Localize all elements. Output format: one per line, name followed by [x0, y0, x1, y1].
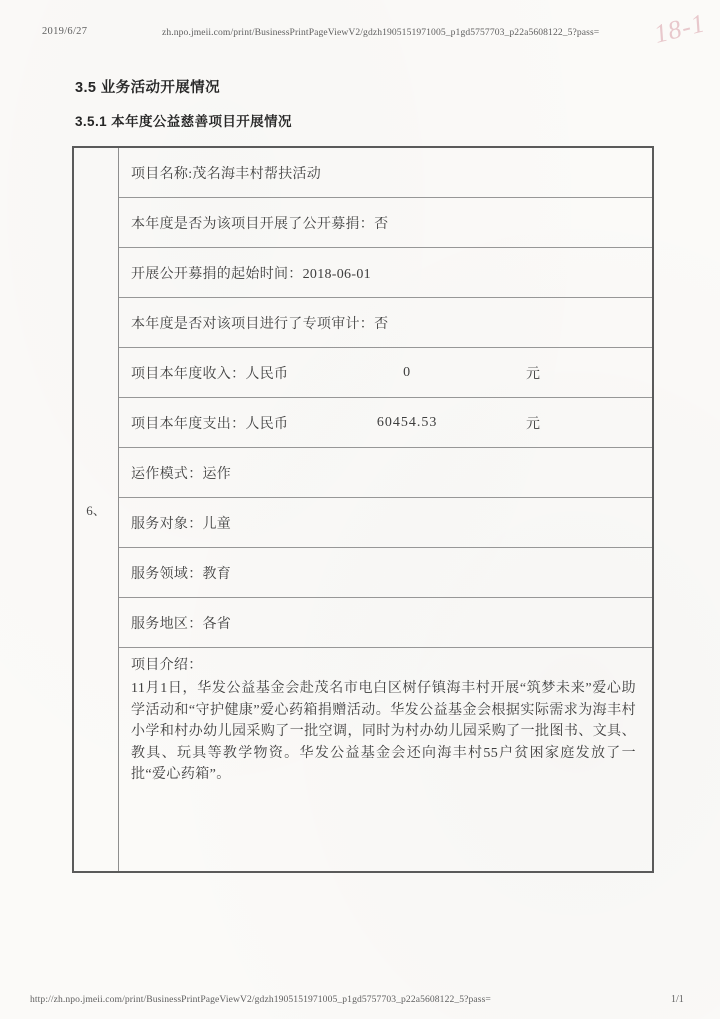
row-fundraising-start-date — [119, 248, 652, 298]
expense-unit: 元 — [526, 416, 541, 432]
row-project-name — [119, 148, 652, 198]
row-service-field — [119, 548, 652, 598]
income-label: 项目本年度收入：人民币 — [131, 366, 289, 382]
handwritten-annotation: 18-1 — [651, 8, 709, 49]
project-table — [72, 146, 654, 873]
row-text: 服务领域：教育 — [131, 566, 232, 582]
intro-body: 11月1日，华发公益基金会赴茂名市电白区树仔镇海丰村开展“筑梦未来”爱心助学活动和“守护健康”爱心药箱捐赠活动。华发公益基金会根据实际需求为海丰村小学和村办幼儿园采购了一批空调，同时为村办幼儿园采购了一批图书、文具、教具、玩具等教学物资。华发公益基金会还向海丰村55户贫困家庭发放了一批“爱心药箱”。 — [131, 681, 636, 782]
income-value: 0 — [403, 364, 412, 380]
row-operation-mode — [119, 448, 652, 498]
row-text: 本年度是否为该项目开展了公开募捐：否 — [131, 216, 389, 232]
row-annual-expense — [119, 398, 652, 448]
section-heading: 3.5 业务活动开展情况 — [75, 80, 220, 96]
income-unit: 元 — [526, 366, 541, 382]
intro-label: 项目介绍： — [131, 658, 203, 673]
row-special-audit — [119, 298, 652, 348]
row-text: 运作模式：运作 — [131, 466, 232, 482]
expense-label: 项目本年度支出：人民币 — [131, 416, 289, 432]
row-text: 服务地区：各省 — [131, 616, 232, 632]
row-public-fundraising — [119, 198, 652, 248]
row-annual-income — [119, 348, 652, 398]
row-project-intro — [119, 648, 652, 871]
print-header-url: zh.npo.jmeii.com/print/BusinessPrintPageViewV2/gdzh1905151971005_p1gd5757703_p22a5608122_5?pass= — [162, 27, 600, 38]
print-footer-url: http://zh.npo.jmeii.com/print/BusinessPrintPageViewV2/gdzh1905151971005_p1gd5757703_p22a5608122_5?pass= — [30, 994, 491, 1005]
row-service-target — [119, 498, 652, 548]
row-text: 开展公开募捐的起始时间：2018-06-01 — [131, 266, 371, 282]
expense-value: 60454.53 — [376, 414, 438, 430]
print-footer-page-number: 1/1 — [671, 994, 684, 1005]
project-index: 6、 — [86, 503, 106, 518]
row-text: 服务对象：儿童 — [131, 516, 232, 532]
row-text: 项目名称:茂名海丰村帮扶活动 — [131, 166, 322, 182]
row-text: 本年度是否对该项目进行了专项审计：否 — [131, 316, 389, 332]
row-service-area — [119, 598, 652, 648]
subsection-heading: 3.5.1 本年度公益慈善项目开展情况 — [75, 114, 292, 129]
print-header-date: 2019/6/27 — [42, 26, 88, 37]
project-index-cell — [74, 148, 119, 871]
project-rows — [119, 148, 652, 871]
